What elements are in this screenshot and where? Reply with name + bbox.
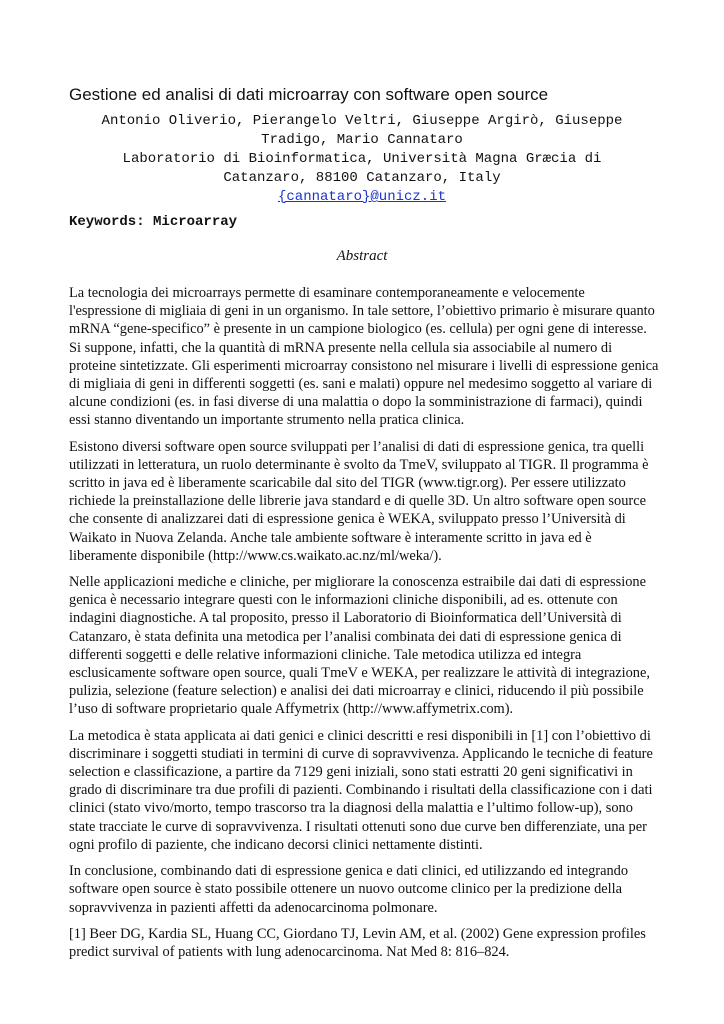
text-line: l'espressione di migliaia di geni in un organismo. In tale settore, l’obiettivo primario è misurare quanto xyxy=(69,303,655,320)
text-line: grado di discriminare tra due profili di pazienti. Combinando i risultati della classificazione con i dati xyxy=(69,782,653,799)
paper-title: Gestione ed analisi di dati microarray con software open source xyxy=(69,85,549,104)
paragraph xyxy=(69,284,659,430)
text-line: mRNA “gene-specifico” è presente in un campione biologico (es. cellula) per ogni gene di interesse. xyxy=(69,321,647,338)
affiliation-line: Laboratorio di Bioinformatica, Università Magna Græcia di xyxy=(122,151,602,167)
text-line: clinici (stato vivo/morto, tempo trascorso tra la diagnosi della malattia e l’ultimo follow-up), sono xyxy=(69,800,633,817)
text-line: selection e classificazione, a partire da 7129 geni iniziali, sono stati estratti 20 geni significativi in xyxy=(69,764,633,781)
text-line: discriminare i soggetti studiati in termini di curve di sopravvivenza. Applicando le tecniche di feature xyxy=(69,745,653,762)
email-link[interactable]: {cannataro}@unicz.it xyxy=(277,189,447,205)
text-line: La metodica è stata applicata ai dati genici e clinici descritti e resi disponibili in [1] con l’obiettivo di xyxy=(69,727,651,744)
paragraph xyxy=(69,573,659,719)
text-line: esclusicamente software open source, quali TmeV e WEKA, per realizzare le attività di integrazione, xyxy=(69,665,650,682)
keywords: Keywords: Microarray xyxy=(69,214,238,230)
text-line: Esistono diversi software open source sviluppati per l’analisi di dati di espressione genica, tra quelli xyxy=(69,438,645,455)
text-line: predict survival of patients with lung adenocarcinoma. Nat Med 8: 816–824. xyxy=(69,943,510,960)
text-line: software open source è stato possibile ottenere un nuovo outcome clinico per la predizione della xyxy=(69,881,623,898)
text-line: pulizia, selezione (feature selection) e analisi dei dati microarray e clinici, riducendo il più possibile xyxy=(69,683,644,700)
text-line: indagini diagnostiche. A tal proposito, presso il Laboratorio di Bioinformatica dell’Università di xyxy=(69,610,622,627)
paragraph xyxy=(69,862,659,917)
text-line: genica è necessario integrare questi con le informazioni cliniche disponibili, ad es. ottenute con xyxy=(69,592,618,609)
text-line: Nelle applicazioni mediche e cliniche, per migliorare la conoscenza estraibile dai dati di espressione xyxy=(69,574,646,591)
text-line: state tracciate le curve di sopravvivenza. I risultati ottenuti sono due curve ben differenziate, una per xyxy=(69,818,647,835)
author-block xyxy=(69,112,655,207)
text-line: [1] Beer DG, Kardia SL, Huang CC, Giordano TJ, Levin AM, et al. (2002) Gene expression profiles xyxy=(69,925,646,942)
text-line: di migliaia di geni in differenti soggetti (es. sani e malati) oppure nel medesimo soggetto al variare di xyxy=(69,376,653,393)
text-line: liberamente disponibile (http://www.cs.waikato.ac.nz/ml/weka/). xyxy=(69,547,442,564)
text-line: che consente di analizzarei dati di espressione genica è WEKA, sviluppato presso l’Università di xyxy=(69,511,626,528)
text-line: Waikato in Nuova Zelanda. Anche tale ambiente software è interamente scritto in java ed è xyxy=(69,529,592,546)
text-line: sopravvivenza in pazienti affetti da adenocarcinoma polmonare. xyxy=(69,899,438,916)
text-line: richiede la preinstallazione delle librerie java standard e di quelle 3D. Un altro software open source xyxy=(69,493,646,510)
text-line: In conclusione, combinando dati di espressione genica e dati clinici, ed utilizzando ed integrando xyxy=(69,863,629,880)
text-line: scritto in java ed è liberamente scaricabile dal sito del TIGR (www.tigr.org). Per essere utilizzato xyxy=(69,475,626,492)
paragraph xyxy=(69,438,659,565)
reference xyxy=(69,925,659,961)
email-line xyxy=(69,188,655,207)
text-line: Si suppone, infatti, che la quantità di mRNA presente nella cellula sia associabile al numero di xyxy=(69,339,613,356)
authors-line: Antonio Oliverio, Pierangelo Veltri, Giuseppe Argirò, Giuseppe xyxy=(101,113,623,129)
text-line: essi stanno diventando un importante strumento nella pratica clinica. xyxy=(69,412,465,429)
text-line: Catanzaro, è stata definita una metodica per l’analisi combinata dei dati di espressione genica di xyxy=(69,628,622,645)
text-line: alcune condizioni (es. in fasi diverse di una malattia o dopo la somministrazione di farmaci), quindi xyxy=(69,394,643,411)
text-line: utilizzati in letteratura, un ruolo determinante è svolto da TmeV, sviluppato al TIGR. Il programma è xyxy=(69,456,649,473)
text-line: l’uso di software proprietario quale Affymetrix (http://www.affymetrix.com). xyxy=(69,701,514,718)
paragraph xyxy=(69,727,659,854)
text-line: differenti soggetti e delle relative informazioni cliniche. Tale metodica utilizza ed integra xyxy=(69,646,582,663)
text-line: proteine sintetizzate. Gli esperimenti microarray consistono nel misurare i livelli di espressione genica xyxy=(69,357,659,374)
text-line: La tecnologia dei microarrays permette di esaminare contemporaneamente e velocemente xyxy=(69,285,585,301)
affiliation-line: Catanzaro, 88100 Catanzaro, Italy xyxy=(223,170,501,186)
abstract-body xyxy=(69,284,659,969)
text-line: ogni profilo di paziente, che indicano decorsi clinici nettamente distinti. xyxy=(69,836,483,853)
authors-line: Tradigo, Mario Cannataro xyxy=(261,132,463,148)
abstract-heading: Abstract xyxy=(336,248,388,264)
